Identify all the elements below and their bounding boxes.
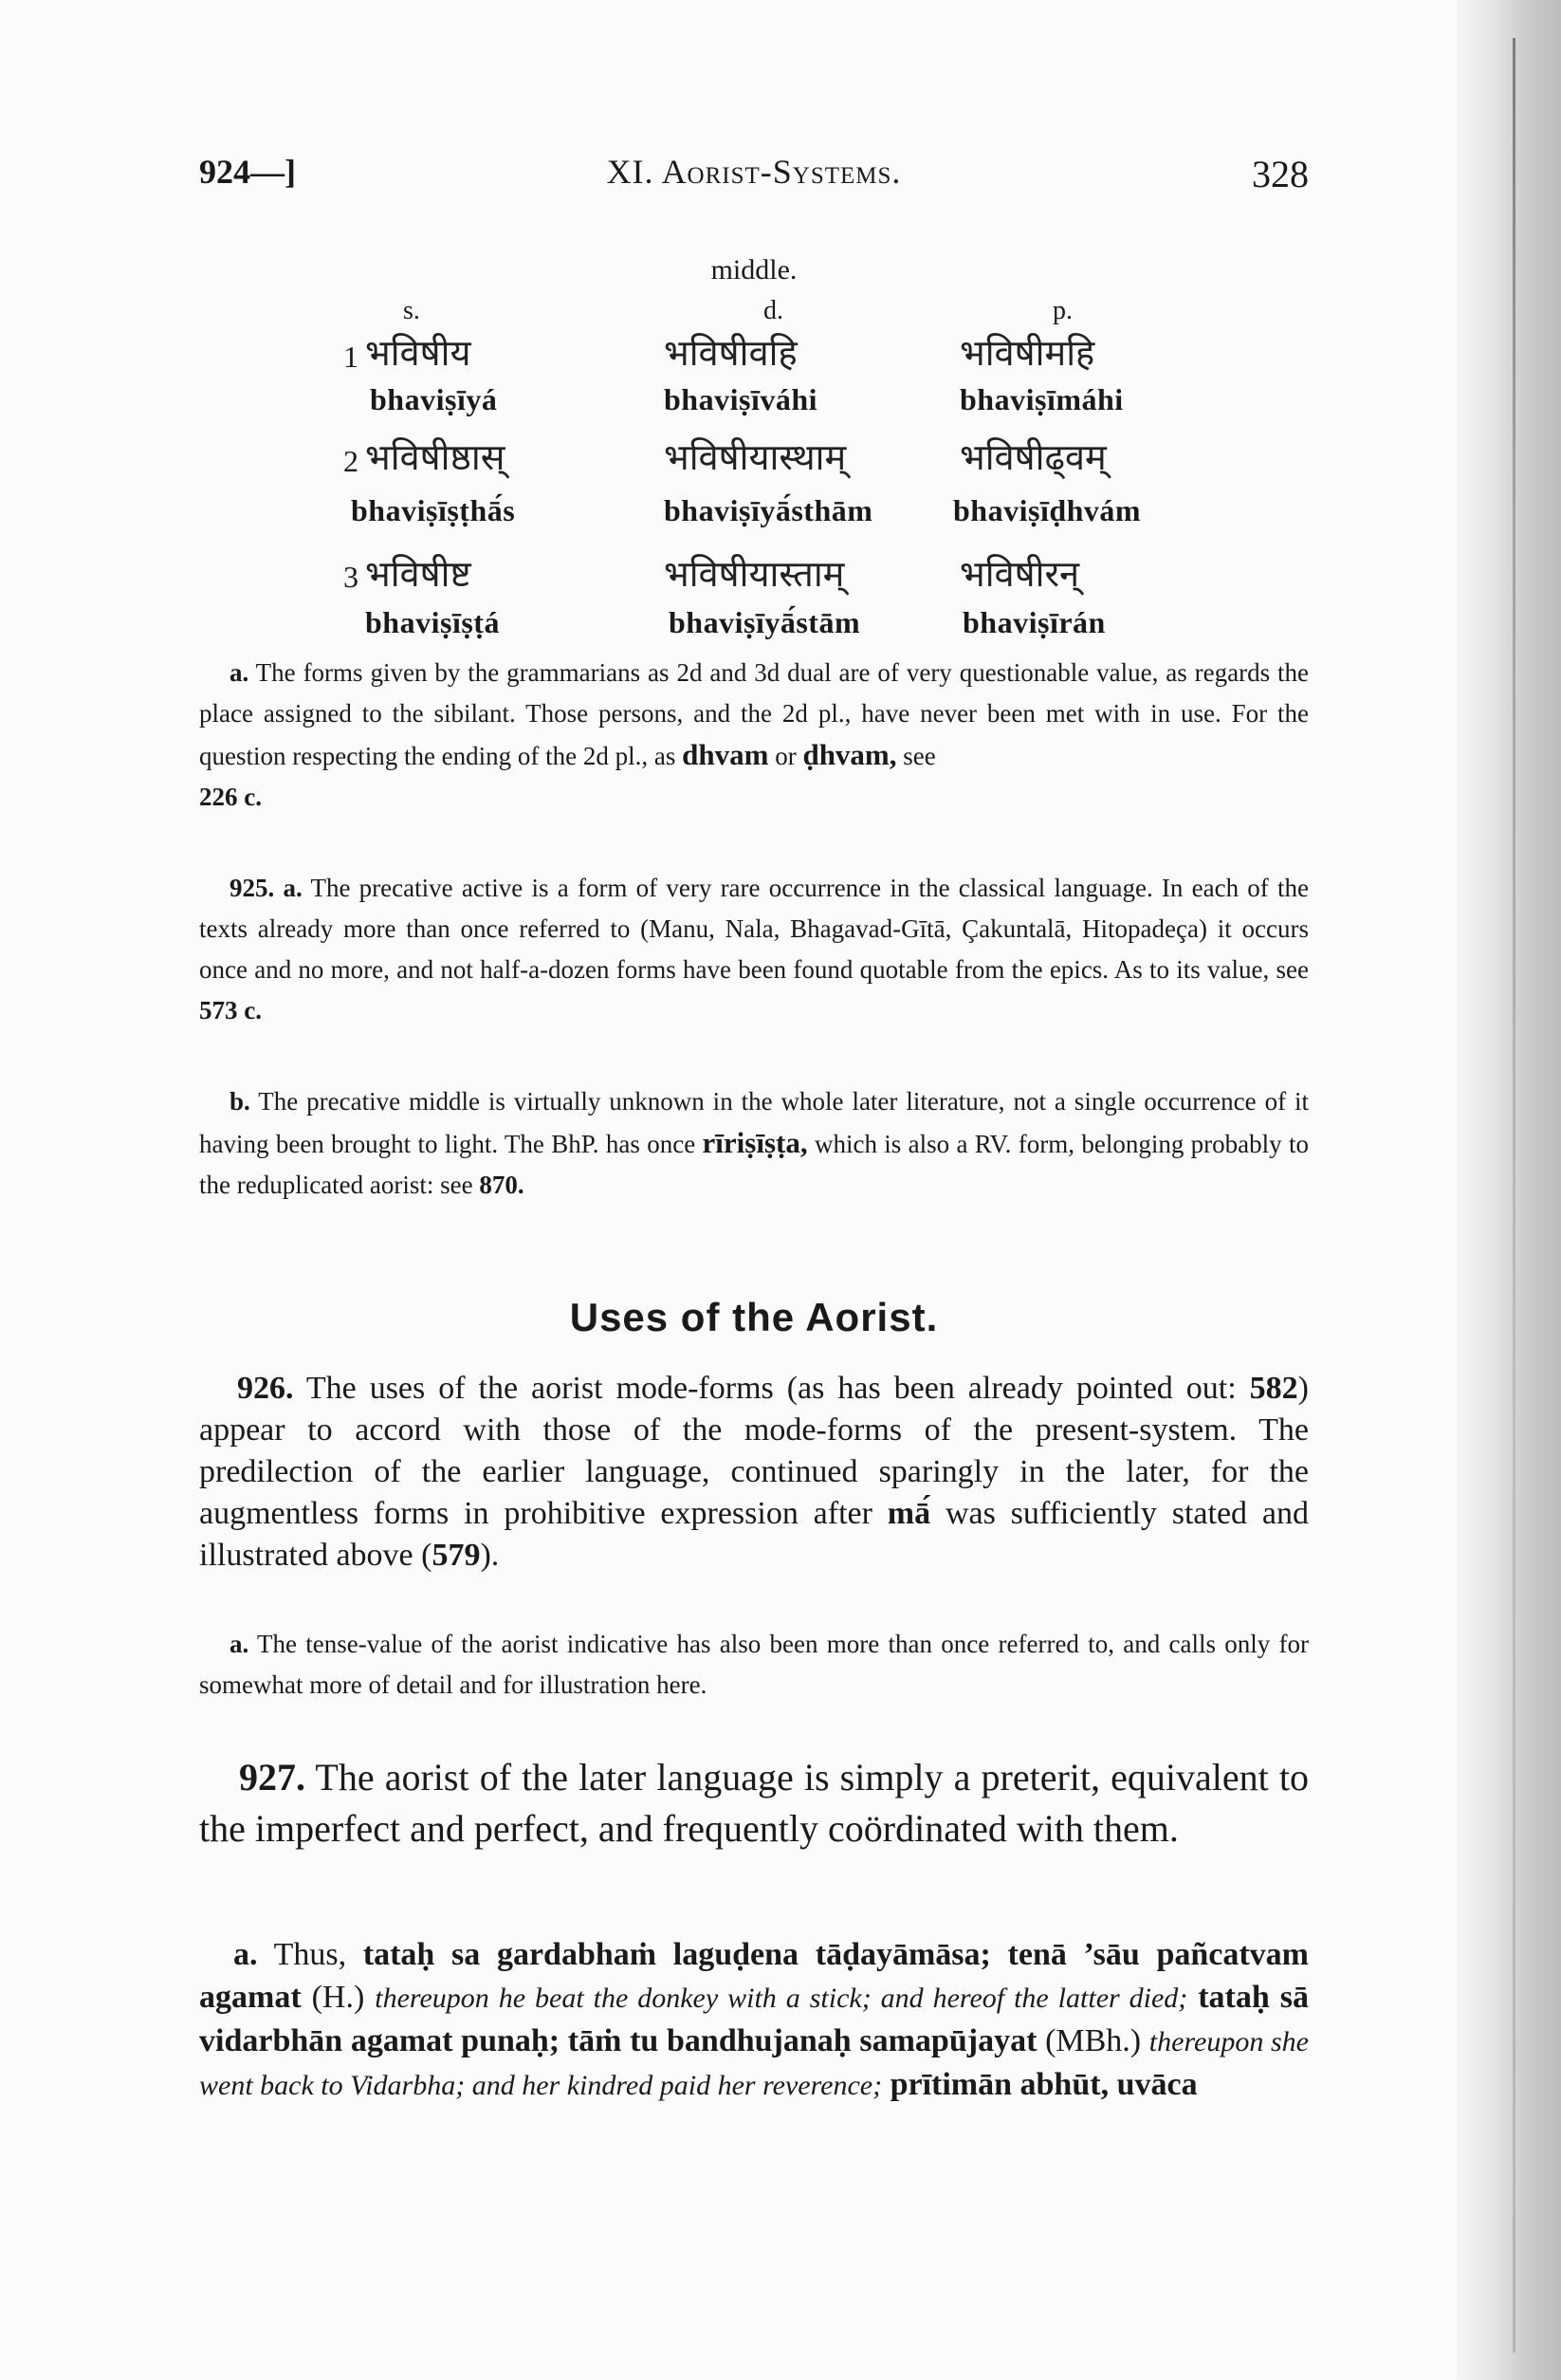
paragraph-text: which is also a RV. form, belonging probably to the reduplicated aorist: see (199, 1130, 1309, 1199)
paragraph-label: b. (230, 1087, 250, 1116)
paragraph-label: a. (274, 874, 303, 902)
paragraph-text: The tense-value of the aorist indicative has also been more than once referred to, and calls only for somewhat more of detail and for illustration here. (199, 1630, 1309, 1699)
paragraph-label: a. (230, 1630, 249, 1658)
section-marker: 924—] (199, 153, 296, 191)
transliteration: bhaviṣīyā́sthām (664, 493, 873, 527)
paragraph-text: The precative active is a form of very rare occurrence in the classical language. In each of the texts already more than once referred to (Manu, Nala, Bhagavad-Gītā, Çakuntalā, Hitopadeça) it occurs once and no more, and not half-a-dozen forms have been found quotable from the epics. As to its value, see (199, 874, 1310, 984)
section-heading: Uses of the Aorist. (569, 1295, 939, 1339)
devanagari-form: भविषीष्ट (365, 553, 471, 595)
person-number-3: 3 (343, 560, 358, 594)
devanagari-form: भविषीरन् (960, 553, 1080, 595)
paragraph-text: The uses of the aorist mode-forms (as has been already pointed out: (293, 1371, 1250, 1406)
paragraph-text: The precative middle is virtually unknown in the whole later literature, not a single occurrence of it having been brought to light. The BhP. has once (199, 1087, 1309, 1158)
cross-reference: 573 c. (199, 996, 262, 1024)
paragraph-text: ) appear to accord with those of the mode-forms of the present-system. The predilection of the earlier language, continued sparingly in the later, for the augmentless forms in prohibitive expression after (199, 1371, 1309, 1531)
cross-reference: 226 c. (199, 783, 262, 811)
devanagari-form: भविषीयास्ताम् (664, 553, 845, 595)
paragraph-text: or (768, 742, 803, 770)
paragraph-926 (199, 1368, 1309, 1577)
devanagari-form: भविषीय (365, 332, 471, 374)
transliteration: bhaviṣīváhi (664, 382, 818, 416)
person-number-2: 2 (343, 444, 358, 478)
transliteration: bhaviṣīḍhvám (953, 493, 1142, 527)
paragraph-925b (199, 1081, 1309, 1206)
cross-reference: 582 (1249, 1371, 1298, 1406)
chapter-title: XI. Aorist-Systems. (606, 153, 902, 191)
paragraph-text: The forms given by the grammarians as 2d and 3d dual are of very questionable value, as regards the place assigned to the sibilant. Those persons, and the 2d pl., have never been met with in use. For the question respecting the ending of the 2d pl., as (199, 658, 1309, 770)
paragraph-927a (199, 1933, 1309, 2107)
sanskrit-form: rīriṣīṣṭa, (702, 1126, 808, 1159)
page-number: 328 (1252, 153, 1309, 195)
cross-reference: 870. (479, 1171, 524, 1199)
transliteration: bhaviṣīmáhi (960, 382, 1124, 416)
page-edge-shadow (1457, 0, 1561, 2380)
column-header-singular: s. (403, 296, 420, 325)
sanskrit-form: mā́ (887, 1496, 931, 1531)
paragraph-text: was sufficiently stated and illustrated above ( (199, 1496, 1309, 1573)
paragraph-924a (199, 653, 1309, 818)
paragraph-927 (199, 1752, 1309, 1854)
paragraph-text: ). (480, 1538, 500, 1573)
term-dhvam-retroflex: ḍhvam, (802, 738, 897, 771)
paragraph-926a (199, 1624, 1309, 1706)
citation: (H.) (301, 1980, 376, 2015)
running-header (199, 152, 1309, 209)
devanagari-form: भविषीढ्वम् (960, 436, 1107, 478)
sanskrit-sentence: tataḥ sā vidarbhān agamat punaḥ; tāṁ tu bandhujanaḥ samapūjayat (199, 1980, 1309, 2058)
section-number: 926. (237, 1371, 294, 1406)
transliteration: bhaviṣīṣṭhā́s (351, 493, 516, 527)
devanagari-form: भविषीयास्थाम् (664, 436, 847, 478)
sanskrit-sentence: prītimān abhūt, uvāca (882, 2067, 1198, 2102)
paradigm-title: middle. (710, 254, 798, 286)
transliteration: bhaviṣīyā́stām (669, 605, 861, 639)
column-header-plural: p. (1053, 296, 1073, 325)
devanagari-form: भविषीष्ठास् (365, 436, 505, 478)
person-number-1: 1 (343, 340, 358, 374)
citation: (MBh.) (1037, 2023, 1149, 2058)
section-number: 925. (230, 874, 275, 902)
page-spine-line (1513, 38, 1515, 2352)
transliteration: bhaviṣīrán (963, 605, 1106, 639)
translation: thereupon he beat the donkey with a stick; and hereof the latter died; (375, 1983, 1188, 2014)
term-dhvam: dhvam (682, 738, 769, 771)
transliteration: bhaviṣīyá (370, 382, 498, 416)
translation: thereupon she went back to Vidarbha; and her kindred paid her reverence; (199, 2026, 1309, 2101)
paragraph-text: The aorist of the later language is simply a preterit, equivalent to the imperfect and perfect, and frequently coördinated with them. (199, 1756, 1309, 1850)
paragraph-text: Thus, (257, 1937, 363, 1972)
paragraph-label: a. (233, 1937, 258, 1972)
paragraph-label: a. (230, 658, 249, 687)
section-number: 927. (239, 1756, 305, 1799)
transliteration: bhaviṣīṣṭá (365, 605, 500, 639)
paragraph-925a (199, 868, 1309, 1031)
devanagari-form: भविषीमहि (960, 332, 1095, 374)
paragraph-text: see (896, 742, 936, 770)
column-header-dual: d. (763, 296, 783, 325)
sanskrit-sentence: tataḥ sa gardabhaṁ laguḍena tāḍayāmāsa; tenā ’sāu pañcatvam agamat (199, 1937, 1310, 2015)
devanagari-form: भविषीवहि (664, 332, 798, 374)
cross-reference: 579 (432, 1538, 481, 1573)
